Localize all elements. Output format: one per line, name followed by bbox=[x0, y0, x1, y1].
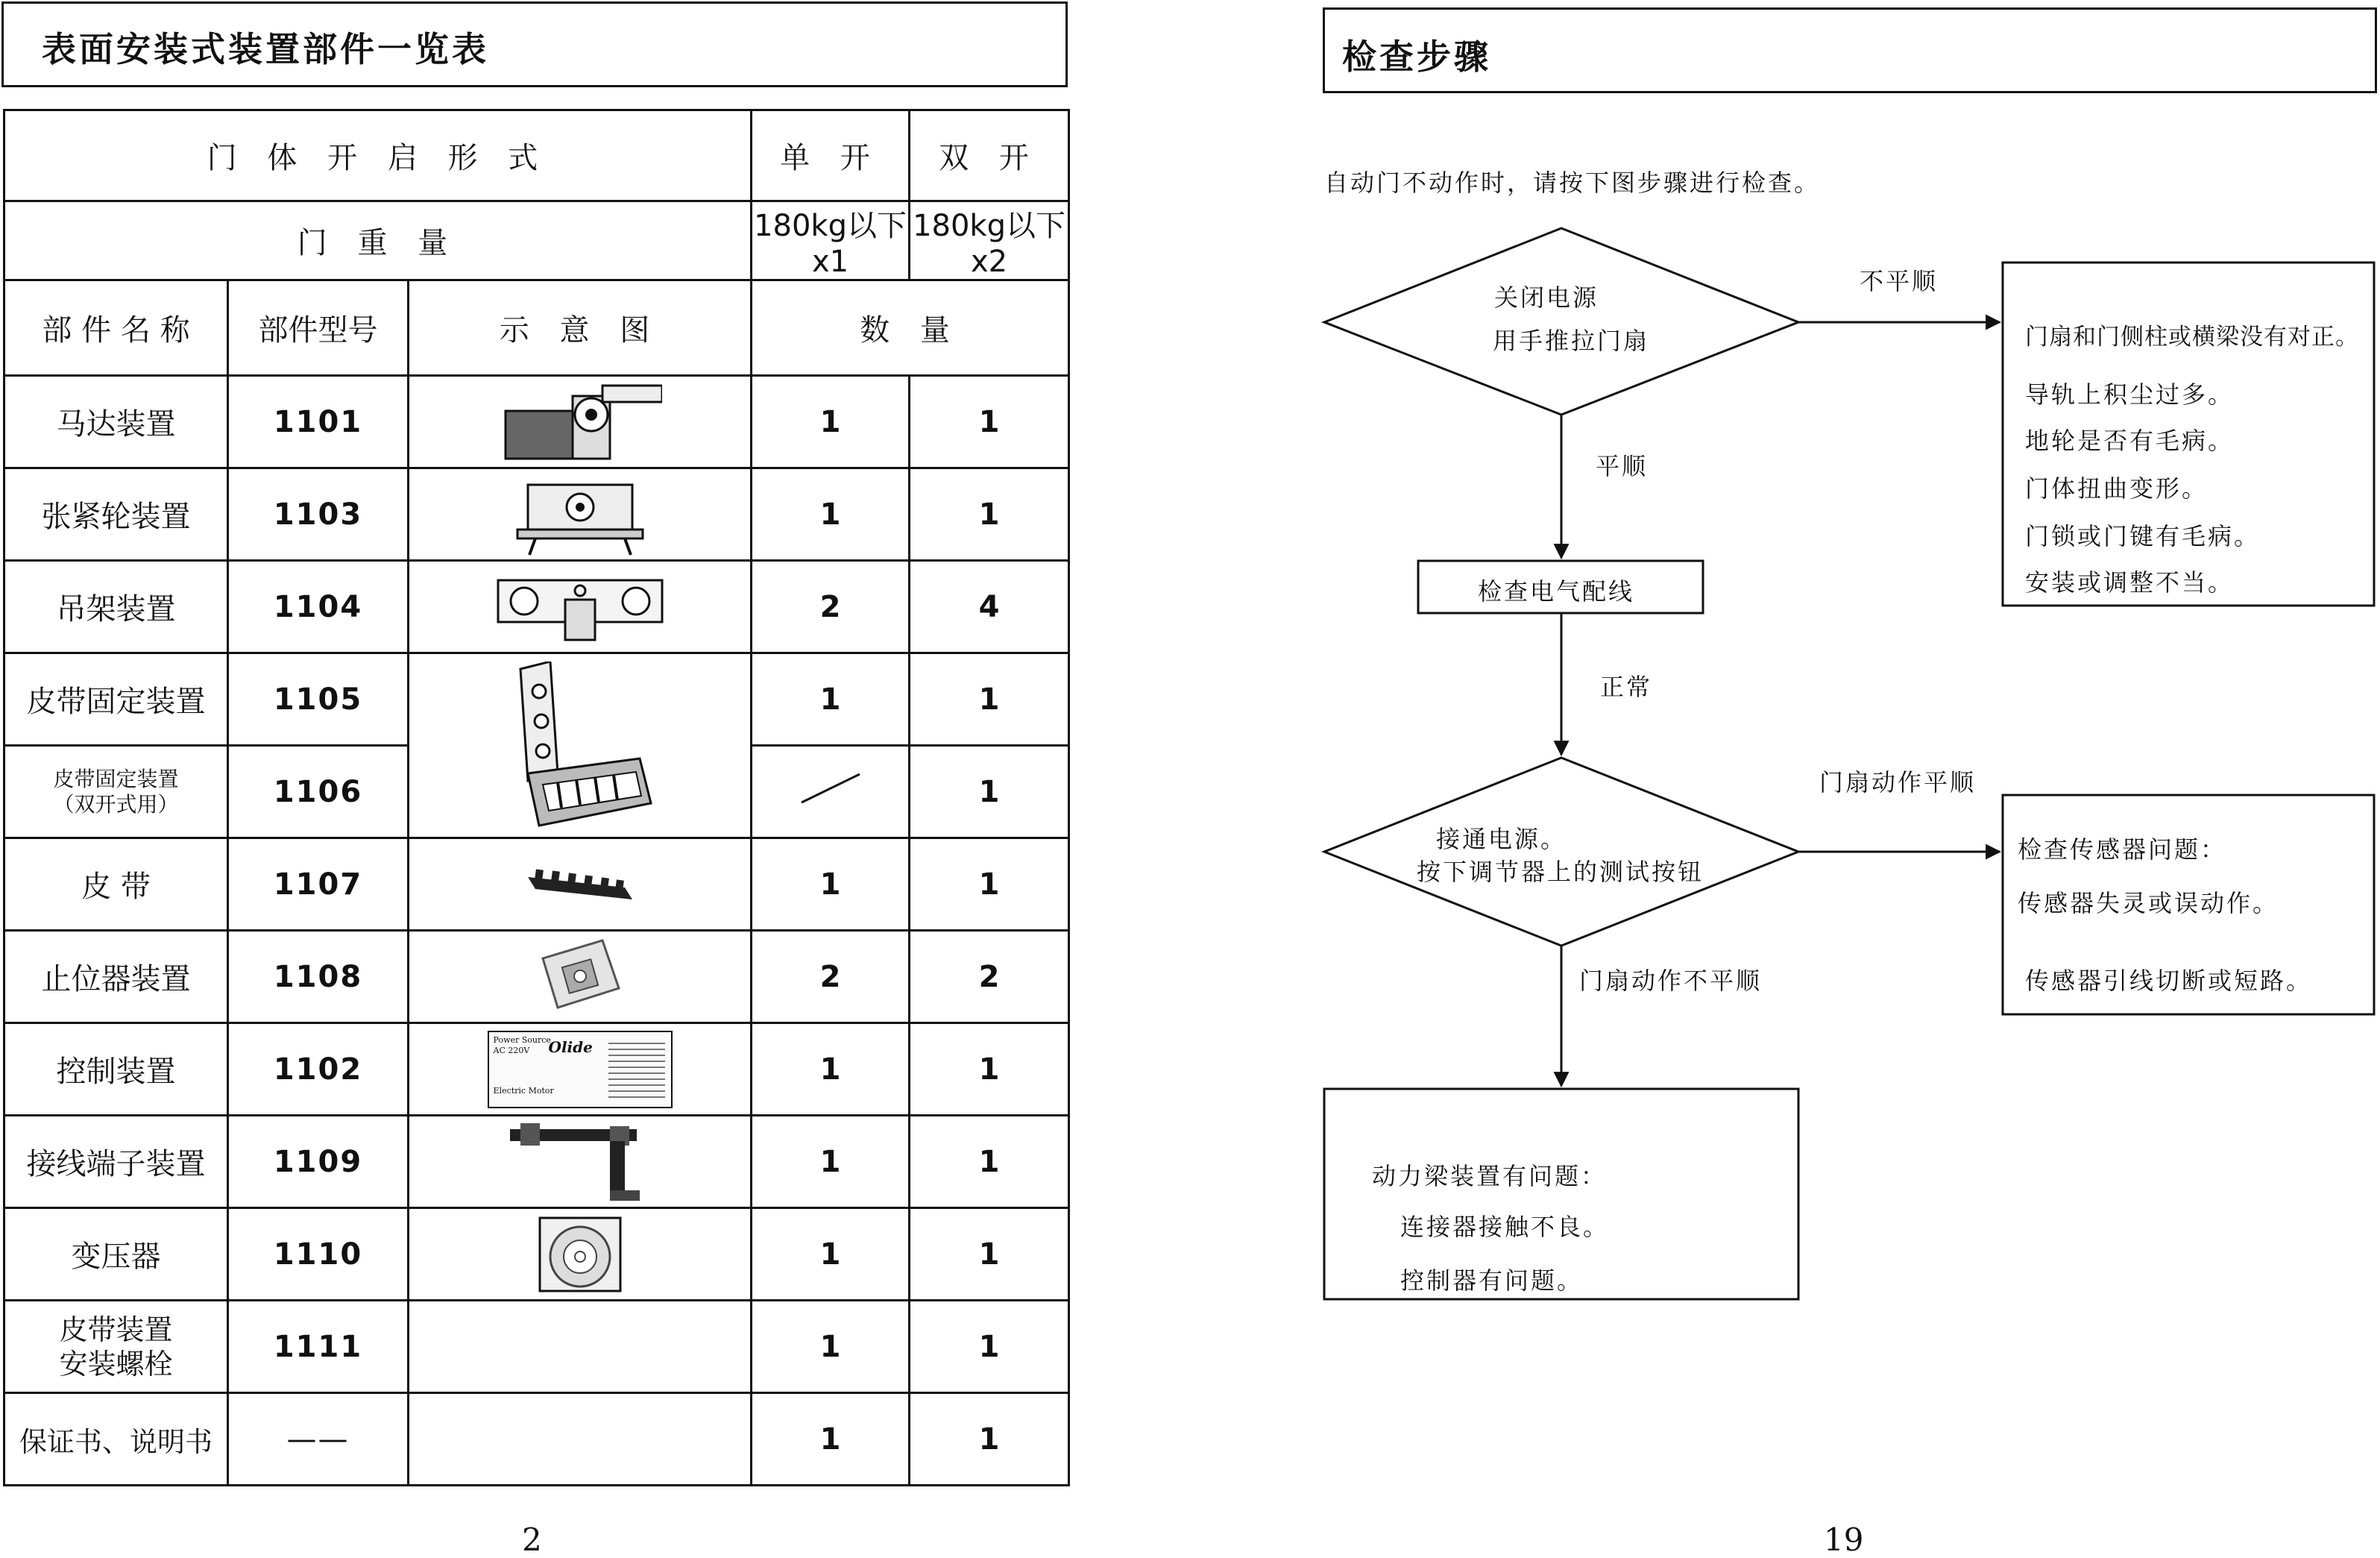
part-name: 接线端子装置 bbox=[4, 1116, 228, 1208]
single-qty: 1 bbox=[752, 1023, 910, 1116]
single-qty: 1 bbox=[752, 1301, 910, 1393]
cause-1-item: 地轮是否有毛病。 bbox=[2025, 427, 2235, 455]
part-name: 变压器 bbox=[4, 1208, 228, 1301]
single-qty: 2 bbox=[752, 561, 910, 653]
door-weight-label: 门 重 量 bbox=[4, 201, 752, 280]
left-page-number: 2 bbox=[522, 1521, 542, 1558]
part-name: 皮 带 bbox=[4, 838, 228, 931]
part-name-line2: （双开式用） bbox=[53, 791, 179, 817]
part-name: 马达装置 bbox=[4, 376, 228, 468]
single-qty: 1 bbox=[752, 1116, 910, 1208]
edge-label-normal: 正常 bbox=[1600, 673, 1653, 701]
part-name: 皮带固定装置 bbox=[4, 653, 228, 746]
part-model: 1104 bbox=[228, 561, 409, 653]
controller-voltage-label: AC 220V bbox=[493, 1045, 530, 1055]
part-model: 1110 bbox=[228, 1208, 409, 1301]
double-qty: 1 bbox=[910, 468, 1069, 561]
single-weight: 180kg以下x1 bbox=[752, 201, 910, 280]
cause-2-item: 检查传感器问题： bbox=[2018, 835, 2227, 864]
cause-1-item: 导轨上积尘过多。 bbox=[2025, 380, 2235, 409]
part-name-header: 部 件 名 称 bbox=[4, 280, 228, 376]
part-model: 1109 bbox=[228, 1116, 409, 1208]
controller-footer-label: Electric Motor bbox=[493, 1085, 554, 1096]
part-name-line1: 皮带装置 bbox=[59, 1313, 173, 1346]
decision-diamond-1 bbox=[1324, 228, 1798, 415]
part-model: 1107 bbox=[228, 838, 409, 931]
diagram-header: 示 意 图 bbox=[409, 280, 752, 376]
edge-label-smooth: 平顺 bbox=[1596, 452, 1649, 480]
double-qty: 1 bbox=[910, 653, 1069, 746]
controller-brand-logo: Olide bbox=[548, 1037, 593, 1056]
double-qty: 1 bbox=[910, 1116, 1069, 1208]
cause-1-item: 门锁或门键有毛病。 bbox=[2025, 522, 2261, 550]
cause-3-item: 动力梁装置有问题： bbox=[1372, 1162, 1608, 1190]
single-qty: 1 bbox=[752, 1208, 910, 1301]
part-model: 1111 bbox=[228, 1301, 409, 1393]
cause-3-item: 控制器有问题。 bbox=[1400, 1266, 1584, 1295]
single-qty: 1 bbox=[752, 838, 910, 931]
cause-2-item: 传感器失灵或误动作。 bbox=[2018, 889, 2279, 917]
single-qty: 2 bbox=[752, 931, 910, 1023]
decision-2-line2: 按下调节器上的测试按钮 bbox=[1417, 858, 1704, 886]
right-page-number: 19 bbox=[1824, 1521, 1864, 1558]
part-name: 止位器装置 bbox=[4, 931, 228, 1023]
double-qty: 1 bbox=[910, 838, 1069, 931]
part-name-line1: 皮带固定装置 bbox=[53, 766, 179, 791]
double-qty: 1 bbox=[910, 1208, 1069, 1301]
part-name: 张紧轮装置 bbox=[4, 468, 228, 561]
part-model: 1101 bbox=[228, 376, 409, 468]
single-qty: 1 bbox=[752, 376, 910, 468]
part-model: 1105 bbox=[228, 653, 409, 746]
decision-1-line2: 用手推拉门扇 bbox=[1493, 327, 1650, 355]
double-qty: 1 bbox=[910, 1023, 1069, 1116]
double-qty: 1 bbox=[910, 1301, 1069, 1393]
cause-1-item: 门体扭曲变形。 bbox=[2025, 474, 2209, 503]
edge-label-door-smooth: 门扇动作平顺 bbox=[1819, 768, 1977, 797]
double-door-header: 双 开 bbox=[910, 110, 1069, 201]
cause-1-item: 安装或调整不当。 bbox=[2025, 568, 2235, 597]
intro-text: 自动门不动作时，请按下图步骤进行检查。 bbox=[1324, 169, 1821, 197]
part-model-header: 部件型号 bbox=[228, 280, 409, 376]
double-qty: 1 bbox=[910, 1393, 1069, 1486]
left-page-title: 表面安装式装置部件一览表 bbox=[42, 29, 489, 69]
part-model: 1103 bbox=[228, 468, 409, 561]
process-wiring-label: 检查电气配线 bbox=[1478, 577, 1635, 606]
controller-power-label: Power Source bbox=[493, 1034, 551, 1045]
part-model: —— bbox=[228, 1393, 409, 1486]
single-qty: 1 bbox=[752, 1393, 910, 1486]
door-type-label: 门 体 开 启 形 式 bbox=[4, 110, 752, 201]
quantity-header: 数 量 bbox=[752, 280, 1069, 376]
right-page-title: 检查步骤 bbox=[1342, 37, 1491, 77]
double-qty: 1 bbox=[910, 746, 1069, 838]
double-weight: 180kg以下x2 bbox=[910, 201, 1069, 280]
single-qty: 1 bbox=[752, 468, 910, 561]
edge-label-not-smooth: 不平顺 bbox=[1860, 267, 1939, 295]
single-door-header: 单 开 bbox=[752, 110, 910, 201]
part-name: 保证书、说明书 bbox=[4, 1393, 228, 1486]
part-name-line2: 安装螺栓 bbox=[59, 1347, 173, 1380]
part-model: 1106 bbox=[228, 746, 409, 838]
decision-1-line1: 关闭电源 bbox=[1494, 283, 1599, 312]
part-name: 吊架装置 bbox=[4, 561, 228, 653]
edge-label-door-not-smooth: 门扇动作不平顺 bbox=[1579, 967, 1763, 995]
double-qty: 2 bbox=[910, 931, 1069, 1023]
double-qty: 4 bbox=[910, 561, 1069, 653]
single-qty: 1 bbox=[752, 653, 910, 746]
part-model: 1108 bbox=[228, 931, 409, 1023]
cause-1-item: 门扇和门侧柱或横梁没有对正。 bbox=[2025, 324, 2359, 351]
part-name: 控制装置 bbox=[4, 1023, 228, 1116]
part-model: 1102 bbox=[228, 1023, 409, 1116]
cause-3-item: 连接器接触不良。 bbox=[1400, 1213, 1610, 1241]
double-qty: 1 bbox=[910, 376, 1069, 468]
cause-2-item: 传感器引线切断或短路。 bbox=[2025, 967, 2313, 995]
decision-2-line1: 接通电源。 bbox=[1436, 825, 1567, 853]
